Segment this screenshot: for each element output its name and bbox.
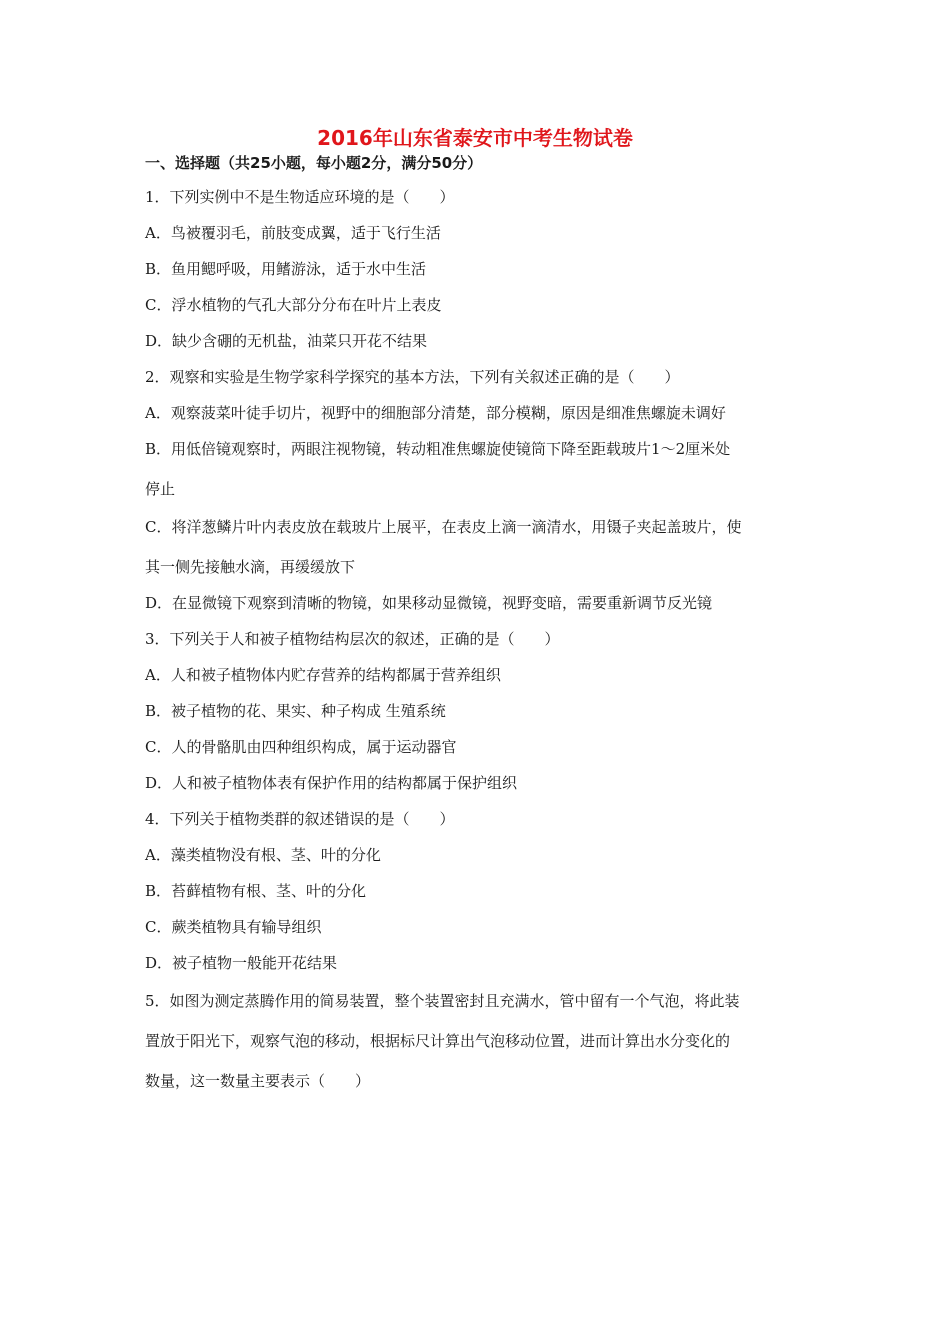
- question-5-stem-line-2: 置放于阳光下，观察气泡的移动，根据标尺计算出气泡移动位置，进而计算出水分变化的: [145, 1032, 731, 1050]
- question-1-option-c: C．浮水植物的气孔大部分分布在叶片上表皮: [145, 296, 442, 314]
- question-4-option-b: B．苔藓植物有根、茎、叶的分化: [145, 882, 367, 900]
- question-3-option-d: D．人和被子植物体表有保护作用的结构都属于保护组织: [145, 774, 518, 792]
- question-2-option-a: A．观察菠菜叶徒手切片，视野中的细胞部分清楚，部分模糊，原因是细准焦螺旋未调好: [145, 404, 726, 422]
- question-4-option-c: C．蕨类植物具有输导组织: [145, 918, 322, 936]
- question-2-option-b-continued: 停止: [145, 480, 176, 498]
- question-3-option-a: A．人和被子植物体内贮存营养的结构都属于营养组织: [145, 666, 501, 684]
- question-1-option-b: B．鱼用鳃呼吸，用鳍游泳，适于水中生活: [145, 260, 427, 278]
- question-2-stem: 2．观察和实验是生物学家科学探究的基本方法，下列有关叙述正确的是（ ）: [145, 368, 680, 386]
- question-5-stem-line-3: 数量，这一数量主要表示（ ）: [145, 1072, 371, 1090]
- question-3-option-b: B．被子植物的花、果实、种子构成 生殖系统: [145, 702, 446, 720]
- question-1-stem: 1．下列实例中不是生物适应环境的是（ ）: [145, 188, 455, 206]
- question-4-option-a: A．藻类植物没有根、茎、叶的分化: [145, 846, 381, 864]
- question-5-stem: 5．如图为测定蒸腾作用的简易装置，整个装置密封且充满水，管中留有一个气泡，将此装: [145, 992, 740, 1010]
- question-3-stem: 3．下列关于人和被子植物结构层次的叙述，正确的是（ ）: [145, 630, 560, 648]
- question-1-option-a: A．鸟被覆羽毛，前肢变成翼，适于飞行生活: [145, 224, 441, 242]
- question-2-option-d: D．在显微镜下观察到清晰的物镜，如果移动显微镜，视野变暗，需要重新调节反光镜: [145, 594, 713, 612]
- question-2-option-c-continued: 其一侧先接触水滴，再缓缓放下: [145, 558, 356, 576]
- question-4-stem: 4．下列关于植物类群的叙述错误的是（ ）: [145, 810, 455, 828]
- question-2-option-b: B．用低倍镜观察时，两眼注视物镜，转动粗准焦螺旋使镜筒下降至距载玻片1～2厘米处: [145, 440, 731, 458]
- page-title: 2016年山东省泰安市中考生物试卷: [317, 126, 633, 150]
- question-2-option-c: C．将洋葱鳞片叶内表皮放在载玻片上展平，在表皮上滴一滴清水，用镊子夹起盖玻片，使: [145, 518, 742, 536]
- question-1-option-d: D．缺少含硼的无机盐，油菜只开花不结果: [145, 332, 428, 350]
- question-3-option-c: C．人的骨骼肌由四种组织构成，属于运动器官: [145, 738, 457, 756]
- question-4-option-d: D．被子植物一般能开花结果: [145, 954, 338, 972]
- section-heading: 一、选择题（共25小题，每小题2分，满分50分）: [145, 154, 483, 172]
